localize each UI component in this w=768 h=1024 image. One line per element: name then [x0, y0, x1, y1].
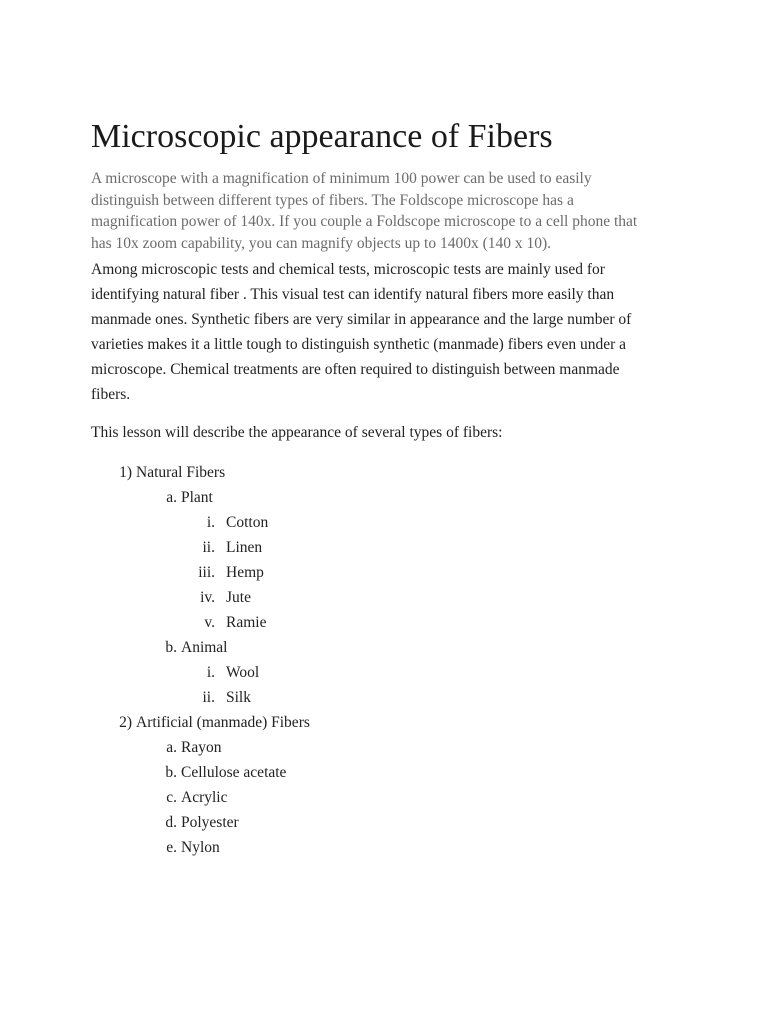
- outline-item: [91, 735, 691, 760]
- outline-item: [91, 835, 691, 860]
- outline-text: Natural Fibers: [136, 464, 226, 481]
- outline-text: Polyester: [181, 814, 239, 831]
- outline-marker: iv.: [200, 589, 215, 606]
- outline-marker: v.: [204, 614, 215, 631]
- outline-marker: c.: [166, 789, 177, 806]
- outline-marker: ii.: [202, 539, 215, 556]
- outline-text: Cellulose acetate: [181, 764, 287, 781]
- outline-text: Ramie: [226, 614, 267, 631]
- outline-item: [91, 785, 691, 810]
- outline-text: Artificial (manmade) Fibers: [136, 714, 310, 731]
- intro-line: magnification power of 140x. If you couple a Foldscope microscope to a cell phone that: [91, 213, 638, 230]
- outline-text: Cotton: [226, 514, 269, 531]
- outline-text: Silk: [226, 689, 251, 706]
- outline-marker: i.: [206, 514, 215, 531]
- intro-paragraph: [91, 168, 691, 254]
- document-title: Microscopic appearance of Fibers: [91, 118, 553, 155]
- outline-item: [91, 660, 691, 685]
- outline-item: [91, 460, 691, 485]
- body-line: manmade ones. Synthetic fibers are very similar in appearance and the large number of: [91, 311, 632, 328]
- fiber-outline-list: [91, 460, 691, 860]
- outline-marker: i.: [206, 664, 215, 681]
- outline-marker: e.: [166, 839, 177, 856]
- outline-text: Hemp: [226, 564, 264, 581]
- body-line: identifying natural fiber . This visual test can identify natural fibers more easily than: [91, 286, 615, 303]
- outline-item: [91, 510, 691, 535]
- body-line: microscope. Chemical treatments are often required to distinguish between manmade: [91, 361, 620, 378]
- outline-marker: b.: [165, 764, 177, 781]
- body-paragraph: [91, 257, 691, 407]
- outline-marker: a.: [166, 739, 177, 756]
- outline-text: Plant: [181, 489, 213, 506]
- outline-marker: 2): [119, 714, 132, 731]
- outline-text: Linen: [226, 539, 263, 556]
- outline-marker: 1): [119, 464, 132, 481]
- outline-item: [91, 685, 691, 710]
- outline-text: Animal: [181, 639, 228, 656]
- outline-item: [91, 535, 691, 560]
- lesson-intro-line: This lesson will describe the appearance of several types of fibers:: [91, 424, 503, 441]
- body-line: Among microscopic tests and chemical tests, microscopic tests are mainly used for: [91, 261, 605, 278]
- outline-item: [91, 585, 691, 610]
- outline-item: [91, 760, 691, 785]
- outline-text: Acrylic: [181, 789, 228, 806]
- outline-text: Jute: [226, 589, 251, 606]
- intro-line: distinguish between different types of fibers. The Foldscope microscope has a: [91, 191, 574, 209]
- outline-item: [91, 560, 691, 585]
- outline-item: [91, 485, 691, 510]
- outline-marker: d.: [165, 814, 177, 831]
- outline-item: [91, 610, 691, 635]
- outline-text: Rayon: [181, 739, 222, 756]
- outline-marker: a.: [166, 489, 177, 506]
- body-line: varieties makes it a little tough to distinguish synthetic (manmade) fibers even under a: [91, 336, 627, 353]
- outline-item: [91, 810, 691, 835]
- body-line: fibers.: [91, 386, 131, 403]
- intro-line: A microscope with a magnification of minimum 100 power can be used to easily: [91, 170, 592, 187]
- outline-marker: ii.: [202, 689, 215, 706]
- outline-marker: b.: [165, 639, 177, 656]
- outline-marker: iii.: [198, 564, 215, 581]
- outline-item: [91, 635, 691, 660]
- outline-text: Wool: [226, 664, 260, 681]
- outline-text: Nylon: [181, 839, 220, 856]
- outline-item: [91, 710, 691, 735]
- intro-line: has 10x zoom capability, you can magnify objects up to 1400x (140 x 10).: [91, 234, 552, 252]
